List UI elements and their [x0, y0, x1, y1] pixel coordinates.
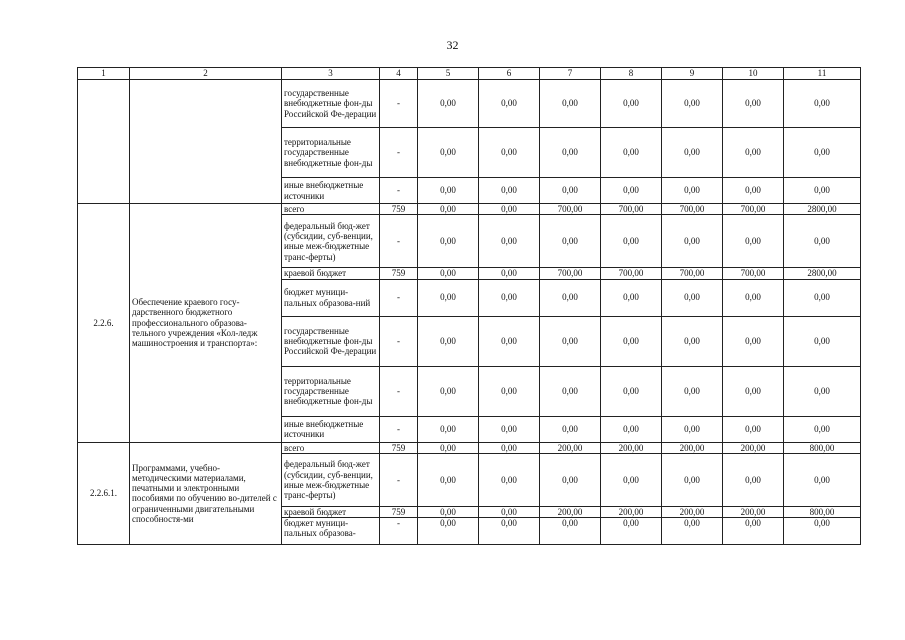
funding-source: государственные внебюджетные фон-ды Российской Фе-дерации — [282, 316, 380, 366]
amount-cell: 0,00 — [662, 128, 723, 178]
amount-cell: 0,00 — [784, 178, 861, 204]
item-name: Программами, учебно-методическими материалами, печатными и электронными пособиями по обучению во-дителей с ограниченными двигательными способностя-ми — [130, 442, 282, 545]
amount-cell: 0,00 — [601, 366, 662, 416]
amount-cell: 0,00 — [418, 178, 479, 204]
amount-cell: 0,00 — [540, 80, 601, 128]
amount-cell: 700,00 — [540, 204, 601, 215]
table-row — [78, 442, 861, 453]
amount-cell: 700,00 — [601, 204, 662, 215]
amount-cell: 200,00 — [601, 506, 662, 517]
amount-cell: 0,00 — [418, 442, 479, 453]
amount-cell: 0,00 — [418, 279, 479, 316]
funding-source: краевой бюджет — [282, 506, 380, 517]
funding-source: иные внебюджетные источники — [282, 178, 380, 204]
admin-code-cell: 759 — [380, 506, 418, 517]
column-header: 2 — [130, 68, 282, 80]
amount-cell: 0,00 — [479, 204, 540, 215]
item-name — [130, 80, 282, 204]
column-header: 1 — [78, 68, 130, 80]
funding-source: государственные внебюджетные фон-ды Российской Фе-дерации — [282, 80, 380, 128]
amount-cell: 2800,00 — [784, 204, 861, 215]
amount-cell: 0,00 — [601, 215, 662, 268]
amount-cell: 0,00 — [418, 366, 479, 416]
budget-table-body — [78, 68, 861, 545]
amount-cell: 700,00 — [601, 268, 662, 279]
column-header: 10 — [723, 68, 784, 80]
amount-cell: 0,00 — [723, 178, 784, 204]
amount-cell: 0,00 — [723, 316, 784, 366]
amount-cell: 200,00 — [540, 442, 601, 453]
amount-cell: 0,00 — [601, 453, 662, 506]
amount-cell: 0,00 — [540, 215, 601, 268]
amount-cell: 0,00 — [479, 128, 540, 178]
amount-cell: 700,00 — [662, 204, 723, 215]
amount-cell: 0,00 — [418, 316, 479, 366]
amount-cell: 0,00 — [479, 80, 540, 128]
amount-cell: 0,00 — [784, 316, 861, 366]
amount-cell: 0,00 — [479, 215, 540, 268]
amount-cell: 0,00 — [479, 268, 540, 279]
amount-cell: 0,00 — [418, 518, 479, 545]
admin-code-cell: - — [380, 128, 418, 178]
table-row — [78, 80, 861, 128]
item-code: 2.2.6.1. — [78, 442, 130, 545]
header-row — [78, 68, 861, 80]
amount-cell: 0,00 — [418, 215, 479, 268]
amount-cell: 800,00 — [784, 506, 861, 517]
amount-cell: 700,00 — [723, 268, 784, 279]
funding-source: иные внебюджетные источники — [282, 416, 380, 442]
amount-cell: 0,00 — [418, 416, 479, 442]
funding-source: федеральный бюд-жет (субсидии, суб-венции, иные меж-бюджетные транс-ферты) — [282, 453, 380, 506]
column-header: 5 — [418, 68, 479, 80]
amount-cell: 200,00 — [662, 442, 723, 453]
amount-cell: 0,00 — [601, 178, 662, 204]
amount-cell: 200,00 — [540, 506, 601, 517]
amount-cell: 200,00 — [723, 442, 784, 453]
amount-cell: 0,00 — [601, 279, 662, 316]
amount-cell: 0,00 — [662, 453, 723, 506]
column-header: 9 — [662, 68, 723, 80]
amount-cell: 0,00 — [540, 453, 601, 506]
column-header: 6 — [479, 68, 540, 80]
amount-cell: 700,00 — [540, 268, 601, 279]
amount-cell: 200,00 — [723, 506, 784, 517]
amount-cell: 0,00 — [723, 518, 784, 545]
amount-cell: 0,00 — [601, 416, 662, 442]
amount-cell: 200,00 — [662, 506, 723, 517]
amount-cell: 0,00 — [418, 204, 479, 215]
amount-cell: 0,00 — [479, 279, 540, 316]
amount-cell: 0,00 — [540, 416, 601, 442]
amount-cell: 0,00 — [723, 453, 784, 506]
amount-cell: 0,00 — [540, 128, 601, 178]
amount-cell: 0,00 — [540, 518, 601, 545]
column-header: 11 — [784, 68, 861, 80]
funding-source: бюджет муници-пальных образова-ний — [282, 279, 380, 316]
amount-cell: 0,00 — [540, 279, 601, 316]
item-code — [78, 80, 130, 204]
funding-source: всего — [282, 442, 380, 453]
admin-code-cell: 759 — [380, 268, 418, 279]
table-row — [78, 204, 861, 215]
amount-cell: 0,00 — [479, 178, 540, 204]
admin-code-cell: 759 — [380, 204, 418, 215]
amount-cell: 0,00 — [479, 506, 540, 517]
column-header: 8 — [601, 68, 662, 80]
funding-source: краевой бюджет — [282, 268, 380, 279]
amount-cell: 0,00 — [662, 215, 723, 268]
column-header: 4 — [380, 68, 418, 80]
amount-cell: 0,00 — [723, 416, 784, 442]
amount-cell: 0,00 — [662, 178, 723, 204]
amount-cell: 0,00 — [418, 128, 479, 178]
amount-cell: 0,00 — [601, 80, 662, 128]
column-header: 7 — [540, 68, 601, 80]
funding-source: федеральный бюд-жет (субсидии, суб-венции, иные меж-бюджетные транс-ферты) — [282, 215, 380, 268]
amount-cell: 0,00 — [479, 316, 540, 366]
amount-cell: 0,00 — [662, 416, 723, 442]
page-number: 32 — [446, 38, 459, 52]
amount-cell: 0,00 — [479, 416, 540, 442]
amount-cell: 800,00 — [784, 442, 861, 453]
admin-code-cell: - — [380, 416, 418, 442]
amount-cell: 0,00 — [479, 518, 540, 545]
item-name: Обеспечение краевого госу-дарственного бюджетного профессионального образова-тельного учреждения «Кол-ледж машиностроения и транспорта»: — [130, 204, 282, 443]
admin-code-cell: - — [380, 518, 418, 545]
amount-cell: 0,00 — [540, 178, 601, 204]
column-header: 3 — [282, 68, 380, 80]
admin-code-cell: - — [380, 366, 418, 416]
admin-code-cell: - — [380, 80, 418, 128]
amount-cell: 0,00 — [418, 453, 479, 506]
amount-cell: 0,00 — [723, 279, 784, 316]
amount-cell: 0,00 — [479, 442, 540, 453]
amount-cell: 0,00 — [784, 279, 861, 316]
admin-code-cell: - — [380, 178, 418, 204]
amount-cell: 0,00 — [723, 128, 784, 178]
funding-source: территориальные государственные внебюджетные фон-ды — [282, 128, 380, 178]
amount-cell: 0,00 — [540, 366, 601, 416]
amount-cell: 0,00 — [601, 518, 662, 545]
funding-source: территориальные государственные внебюджетные фон-ды — [282, 366, 380, 416]
amount-cell: 0,00 — [662, 80, 723, 128]
admin-code-cell: - — [380, 215, 418, 268]
admin-code-cell: 759 — [380, 442, 418, 453]
amount-cell: 0,00 — [479, 453, 540, 506]
funding-source: всего — [282, 204, 380, 215]
amount-cell: 0,00 — [662, 279, 723, 316]
amount-cell: 0,00 — [723, 80, 784, 128]
amount-cell: 0,00 — [540, 316, 601, 366]
amount-cell: 0,00 — [662, 366, 723, 416]
amount-cell: 200,00 — [601, 442, 662, 453]
admin-code-cell: - — [380, 279, 418, 316]
admin-code-cell: - — [380, 316, 418, 366]
amount-cell: 0,00 — [418, 80, 479, 128]
amount-cell: 700,00 — [723, 204, 784, 215]
amount-cell: 0,00 — [662, 518, 723, 545]
amount-cell: 0,00 — [784, 518, 861, 545]
budget-table — [77, 67, 861, 545]
funding-source: бюджет муници-пальных образова- — [282, 518, 380, 545]
amount-cell: 0,00 — [723, 366, 784, 416]
amount-cell: 0,00 — [784, 453, 861, 506]
amount-cell: 0,00 — [784, 80, 861, 128]
amount-cell: 700,00 — [662, 268, 723, 279]
amount-cell: 0,00 — [601, 128, 662, 178]
amount-cell: 0,00 — [479, 366, 540, 416]
amount-cell: 0,00 — [784, 215, 861, 268]
amount-cell: 0,00 — [784, 416, 861, 442]
admin-code-cell: - — [380, 453, 418, 506]
amount-cell: 0,00 — [601, 316, 662, 366]
amount-cell: 2800,00 — [784, 268, 861, 279]
item-code: 2.2.6. — [78, 204, 130, 443]
amount-cell: 0,00 — [418, 268, 479, 279]
amount-cell: 0,00 — [784, 128, 861, 178]
amount-cell: 0,00 — [662, 316, 723, 366]
amount-cell: 0,00 — [723, 215, 784, 268]
amount-cell: 0,00 — [784, 366, 861, 416]
amount-cell: 0,00 — [418, 506, 479, 517]
